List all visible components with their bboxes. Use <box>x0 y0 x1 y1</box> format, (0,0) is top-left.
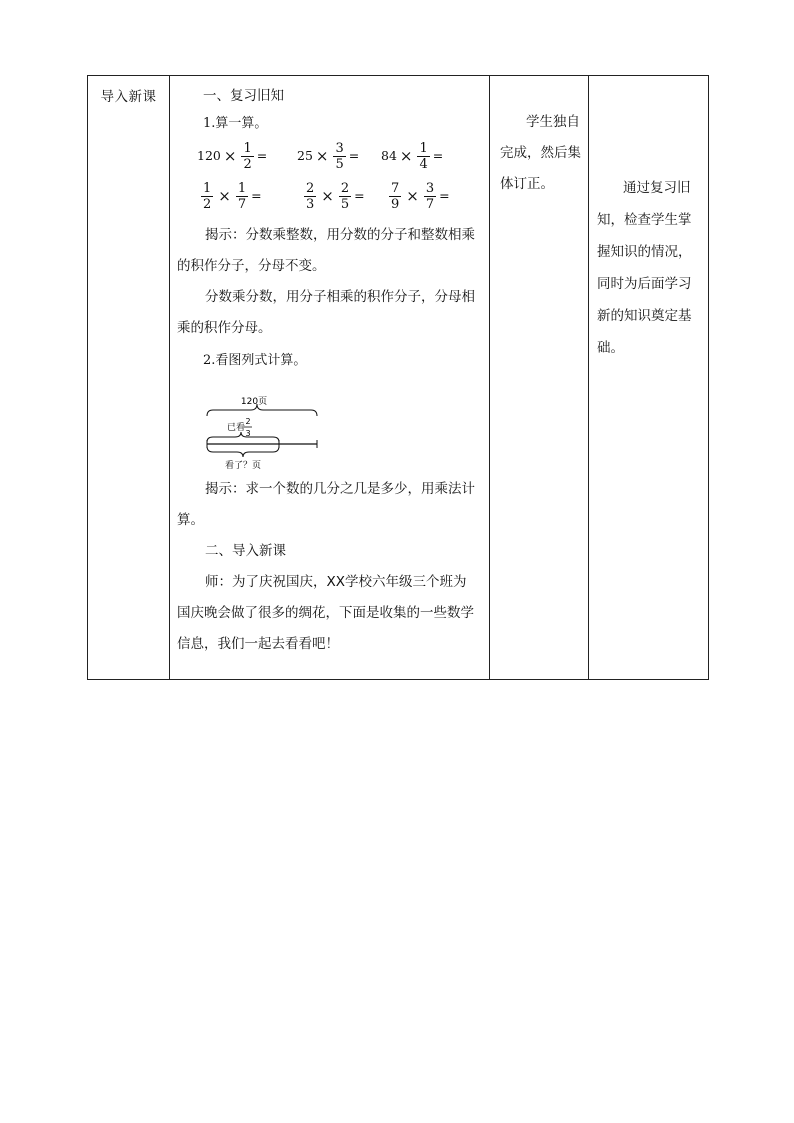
reveal-1-line: 的积作分子，分母不变。 <box>177 258 326 274</box>
reveal-3 <box>177 474 483 536</box>
expr-1-3 <box>381 136 443 176</box>
intent-line: 知，检查学生掌 <box>597 212 692 228</box>
equals-sign: = <box>439 188 450 203</box>
denominator: 5 <box>335 156 344 172</box>
numerator: 1 <box>243 140 252 156</box>
times-sign: × <box>218 187 231 205</box>
reveal-3-line: 算。 <box>177 512 204 528</box>
numerator: 3 <box>335 140 344 156</box>
numerator: 1 <box>203 180 212 196</box>
fraction <box>304 181 316 212</box>
reveal-3-line: 揭示：求一个数的几分之几是多少，用乘法计 <box>205 481 475 497</box>
fraction <box>389 181 401 212</box>
denominator: 7 <box>425 196 435 212</box>
student-activity-cell <box>490 76 589 680</box>
intro-heading-wrap <box>177 536 483 567</box>
design-intent <box>589 76 708 364</box>
math-row-1 <box>177 136 483 176</box>
numerator: 1 <box>419 140 428 156</box>
denominator: 5 <box>340 196 350 212</box>
stage-cell <box>88 76 170 680</box>
expr-1-2 <box>297 136 359 176</box>
intent-line: 通过复习旧 <box>623 180 691 196</box>
intro-heading: 二、导入新课 <box>205 543 286 559</box>
fraction <box>236 181 248 212</box>
fraction <box>201 181 213 212</box>
lesson-plan-table <box>87 75 709 680</box>
denominator: 4 <box>419 156 428 172</box>
lesson-row <box>88 76 709 680</box>
design-intent-cell <box>589 76 709 680</box>
reveal-2 <box>177 282 483 344</box>
fraction <box>417 141 429 172</box>
equals-sign: = <box>256 148 268 163</box>
math-row-2 <box>177 176 483 216</box>
intro-text <box>177 567 483 660</box>
whole-number: 120 <box>197 148 221 163</box>
intro-line: 师：为了庆祝国庆，XX学校六年级三个班为 <box>205 574 467 590</box>
diagram-svg <box>177 382 327 474</box>
intro-line: 信息，我们一起去看看吧！ <box>177 636 339 652</box>
intro-line: 国庆晚会做了很多的绸花，下面是收集的一些数学 <box>177 605 474 621</box>
read-label: 已看 <box>227 423 246 433</box>
fraction <box>424 181 436 212</box>
denominator: 2 <box>203 196 212 212</box>
expr-2-1 <box>199 176 262 216</box>
denominator: 7 <box>237 196 247 212</box>
times-sign: × <box>406 187 419 205</box>
numerator: 2 <box>340 180 350 196</box>
activity-line: 完成，然后集 <box>500 145 581 161</box>
equals-sign: = <box>251 188 262 203</box>
numerator: 1 <box>237 180 247 196</box>
q1-title: 1.算一算。 <box>203 116 268 131</box>
teaching-content-cell <box>170 76 490 680</box>
line-segment-diagram <box>177 382 483 474</box>
fraction <box>339 181 351 212</box>
fraction <box>241 141 253 172</box>
fraction <box>333 141 345 172</box>
whole-number: 25 <box>297 148 313 163</box>
activity-line: 体订正。 <box>500 176 554 192</box>
intent-line: 握知识的情况， <box>597 244 692 260</box>
denominator: 3 <box>306 196 315 212</box>
whole-number: 84 <box>381 148 397 163</box>
read-numerator: 2 <box>245 417 251 426</box>
times-sign: × <box>223 147 237 165</box>
times-sign: × <box>321 187 334 205</box>
reveal-1 <box>177 220 483 282</box>
total-label: 120页 <box>240 397 268 407</box>
teaching-content <box>170 76 489 660</box>
stage-label: 导入新课 <box>100 89 157 105</box>
expr-1-1 <box>197 136 267 176</box>
activity-line: 学生独自 <box>526 114 580 130</box>
question-label: 看了？页 <box>224 461 262 471</box>
reveal-1-line: 揭示：分数乘整数，用分数的分子和整数相乘 <box>205 227 475 243</box>
times-sign: × <box>315 147 329 165</box>
reveal-2-line: 分数乘分数，用分子相乘的积作分子，分母相 <box>205 289 475 305</box>
expr-2-2 <box>302 176 365 216</box>
numerator: 3 <box>425 180 435 196</box>
intent-line: 础。 <box>597 340 624 356</box>
numerator: 7 <box>391 180 400 196</box>
intent-line: 新的知识奠定基 <box>597 308 692 324</box>
denominator: 9 <box>391 196 400 212</box>
q2-title: 2.看图列式计算。 <box>203 353 307 368</box>
intent-line: 同时为后面学习 <box>597 276 692 292</box>
reveal-2-line: 乘的积作分母。 <box>177 320 272 336</box>
expr-2-3 <box>387 176 450 216</box>
equals-sign: = <box>348 148 360 163</box>
student-activity <box>490 76 588 200</box>
read-brace <box>207 432 279 442</box>
review-heading: 一、复习旧知 <box>203 88 284 104</box>
read-denominator: 3 <box>245 429 251 438</box>
times-sign: × <box>399 147 413 165</box>
equals-sign: = <box>354 188 365 203</box>
equals-sign: = <box>432 148 444 163</box>
numerator: 2 <box>306 180 315 196</box>
denominator: 2 <box>243 156 252 172</box>
question-brace <box>207 446 279 457</box>
